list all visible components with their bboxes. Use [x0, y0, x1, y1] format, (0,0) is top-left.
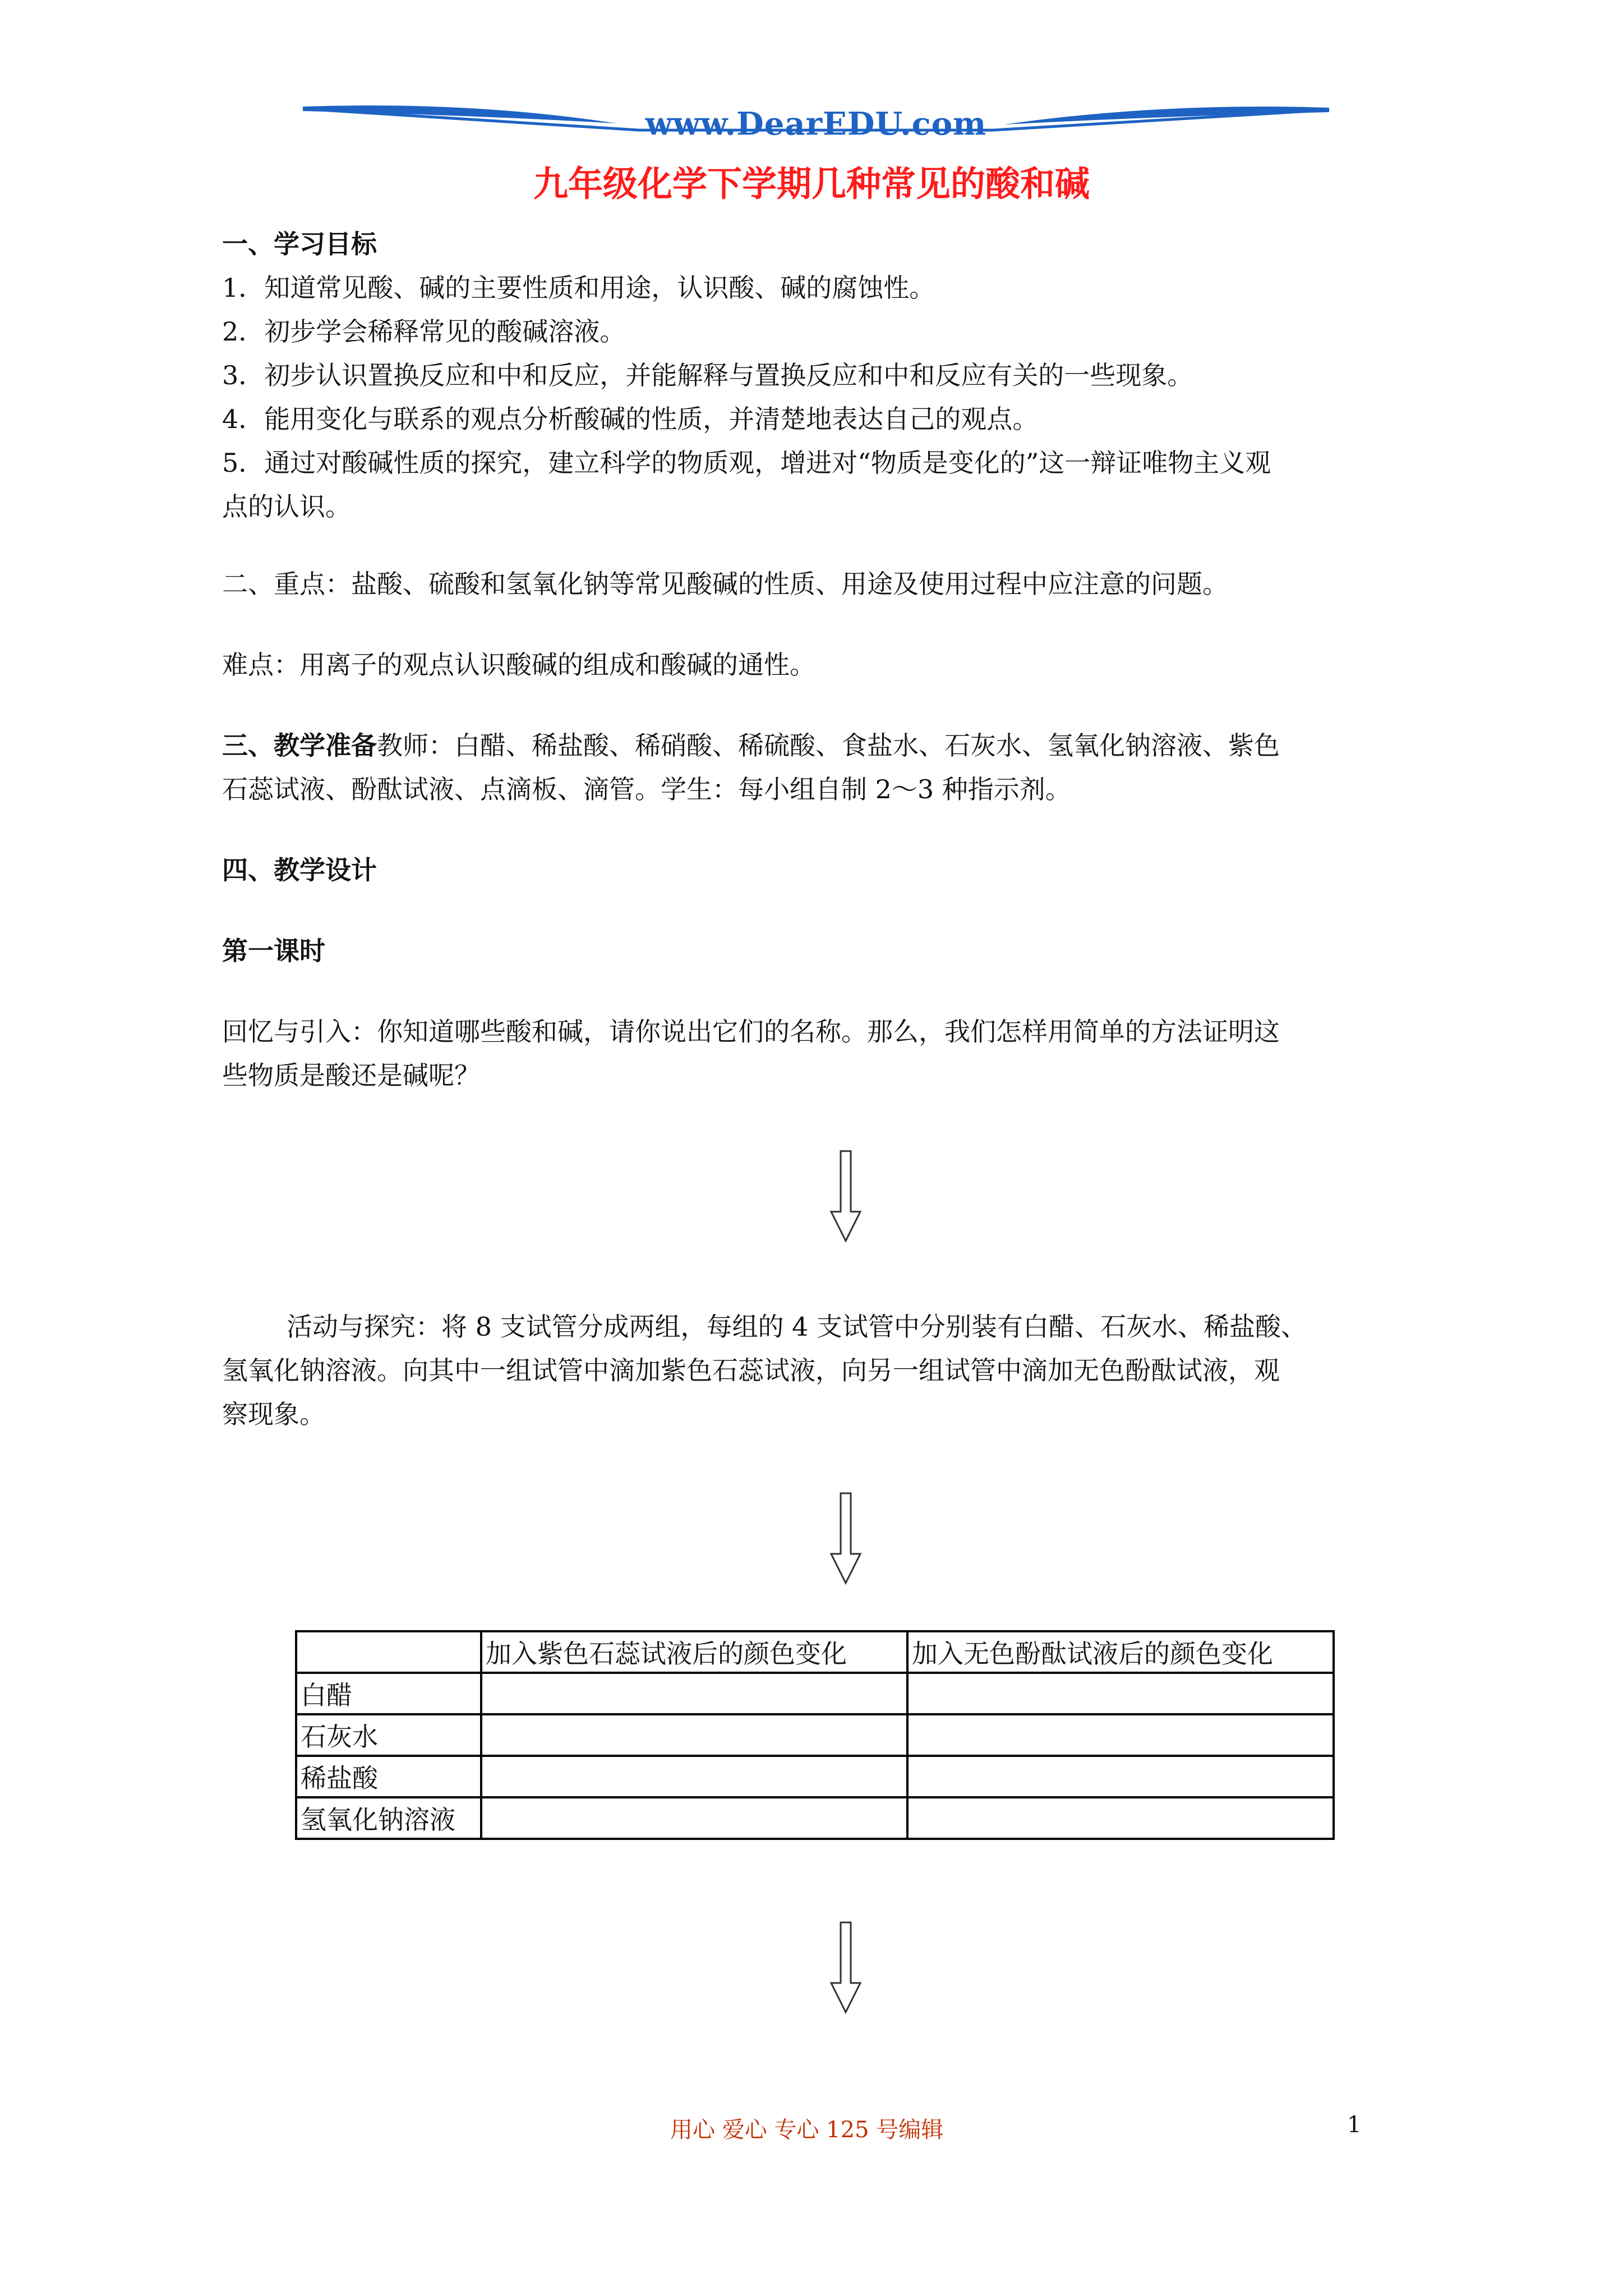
table-cell: 白醋: [296, 1673, 481, 1714]
table-row: [296, 1673, 1334, 1714]
preparation-heading: 三、教学准备: [222, 730, 377, 761]
goal-item: 1．知道常见酸、碱的主要性质和用途，认识酸、碱的腐蚀性。: [222, 273, 935, 303]
observation-table: [295, 1630, 1335, 1840]
section-heading-goals: 一、学习目标: [222, 229, 377, 259]
activity-text: 活动与探究：将 8 支试管分成两组，每组的 4 支试管中分别装有白醋、石灰水、稀盐酸、: [287, 1312, 1307, 1342]
table-cell: [907, 1673, 1334, 1714]
table-cell: [907, 1756, 1334, 1797]
down-arrow-icon: [829, 1492, 862, 1585]
table-header-cell: 加入无色酚酞试液后的颜色变化: [907, 1631, 1334, 1673]
table-row: [296, 1714, 1334, 1756]
preparation-line: 石蕊试液、酚酞试液、点滴板、滴管。学生：每小组自制 2～3 种指示剂。: [222, 774, 1071, 804]
footer-text: 用心 爱心 专心 125 号编辑: [670, 2117, 944, 2143]
page-number: 1: [1347, 2112, 1362, 2138]
difficulty: 难点：用离子的观点认识酸碱的组成和酸碱的通性。: [222, 650, 815, 680]
table-row: [296, 1797, 1334, 1839]
table-cell: 石灰水: [296, 1714, 481, 1756]
preparation-text: 教师：白醋、稀盐酸、稀硝酸、稀硫酸、食盐水、石灰水、氢氧化钠溶液、紫色: [377, 730, 1280, 761]
table-cell: 稀盐酸: [296, 1756, 481, 1797]
goal-item: 3．初步认识置换反应和中和反应，并能解释与置换反应和中和反应有关的一些现象。: [222, 360, 1193, 390]
key-points: 二、重点：盐酸、硫酸和氢氧化钠等常见酸碱的性质、用途及使用过程中应注意的问题。: [222, 569, 1228, 599]
site-name: www.DearEDU.com: [645, 105, 987, 142]
activity-line: 氢氧化钠溶液。向其中一组试管中滴加紫色石蕊试液，向另一组试管中滴加无色酚酞试液，观: [222, 1355, 1280, 1386]
table-cell: [481, 1756, 907, 1797]
table-cell: [907, 1714, 1334, 1756]
recall-line: 些物质是酸还是碱呢？: [222, 1060, 480, 1091]
table-cell: [907, 1797, 1334, 1839]
activity-line: [222, 1305, 1417, 1349]
down-arrow-icon: [829, 1921, 862, 2014]
table-cell: [481, 1673, 907, 1714]
lesson-heading: 第一课时: [222, 936, 325, 966]
goal-item: 4．能用变化与联系的观点分析酸碱的性质，并清楚地表达自己的观点。: [222, 404, 1039, 434]
table-header-row: [296, 1631, 1334, 1673]
table-header-cell: 加入紫色石蕊试液后的颜色变化: [481, 1631, 907, 1673]
recall-line: 回忆与引入：你知道哪些酸和碱，请你说出它们的名称。那么，我们怎样用简单的方法证明这: [222, 1016, 1280, 1047]
document-title: 九年级化学下学期几种常见的酸和碱: [533, 163, 1090, 204]
goal-item: 2．初步学会稀释常见的酸碱溶液。: [222, 316, 626, 347]
goal-item: 点的认识。: [222, 491, 351, 522]
table-cell: [481, 1714, 907, 1756]
table-row: [296, 1756, 1334, 1797]
table-header-cell: [296, 1631, 481, 1673]
preparation-line: [222, 724, 1417, 767]
down-arrow-icon: [829, 1150, 862, 1243]
table-cell: 氢氧化钠溶液: [296, 1797, 481, 1839]
goal-item: 5．通过对酸碱性质的探究，建立科学的物质观，增进对“物质是变化的”这一辩证唯物主义观: [222, 448, 1271, 478]
section-heading-design: 四、教学设计: [222, 855, 377, 885]
activity-line: 察现象。: [222, 1399, 325, 1429]
table-cell: [481, 1797, 907, 1839]
header-banner: [303, 101, 1329, 154]
